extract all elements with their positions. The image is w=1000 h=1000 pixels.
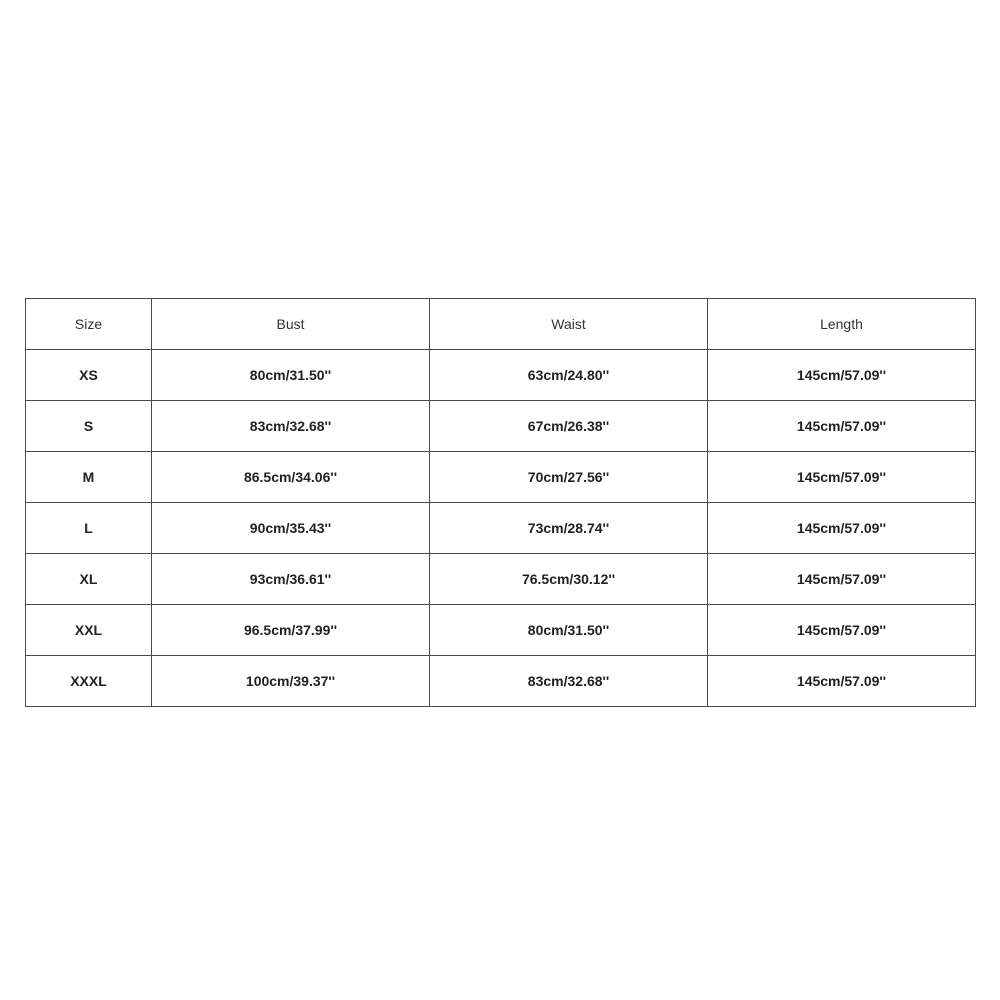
- cell-length: 145cm/57.09'': [708, 350, 976, 401]
- cell-waist: 76.5cm/30.12'': [430, 554, 708, 605]
- cell-bust: 96.5cm/37.99'': [152, 605, 430, 656]
- cell-waist: 67cm/26.38'': [430, 401, 708, 452]
- cell-bust: 90cm/35.43'': [152, 503, 430, 554]
- table-row: [26, 605, 976, 656]
- header-size: Size: [26, 299, 152, 350]
- cell-size: M: [26, 452, 152, 503]
- cell-waist: 83cm/32.68'': [430, 656, 708, 707]
- table-row: [26, 350, 976, 401]
- size-chart-table: [25, 298, 976, 707]
- cell-waist: 70cm/27.56'': [430, 452, 708, 503]
- header-bust: Bust: [152, 299, 430, 350]
- cell-bust: 100cm/39.37'': [152, 656, 430, 707]
- cell-length: 145cm/57.09'': [708, 401, 976, 452]
- table-row: [26, 554, 976, 605]
- cell-size: XXXL: [26, 656, 152, 707]
- cell-length: 145cm/57.09'': [708, 503, 976, 554]
- cell-waist: 73cm/28.74'': [430, 503, 708, 554]
- cell-length: 145cm/57.09'': [708, 452, 976, 503]
- cell-length: 145cm/57.09'': [708, 605, 976, 656]
- cell-length: 145cm/57.09'': [708, 656, 976, 707]
- cell-size: XXL: [26, 605, 152, 656]
- table-header-row: [26, 299, 976, 350]
- cell-size: XS: [26, 350, 152, 401]
- cell-bust: 80cm/31.50'': [152, 350, 430, 401]
- cell-length: 145cm/57.09'': [708, 554, 976, 605]
- cell-size: L: [26, 503, 152, 554]
- table-row: [26, 401, 976, 452]
- header-waist: Waist: [430, 299, 708, 350]
- cell-size: S: [26, 401, 152, 452]
- cell-size: XL: [26, 554, 152, 605]
- header-length: Length: [708, 299, 976, 350]
- cell-bust: 86.5cm/34.06'': [152, 452, 430, 503]
- table-row: [26, 503, 976, 554]
- table-row: [26, 656, 976, 707]
- cell-waist: 63cm/24.80'': [430, 350, 708, 401]
- cell-waist: 80cm/31.50'': [430, 605, 708, 656]
- cell-bust: 93cm/36.61'': [152, 554, 430, 605]
- table-row: [26, 452, 976, 503]
- cell-bust: 83cm/32.68'': [152, 401, 430, 452]
